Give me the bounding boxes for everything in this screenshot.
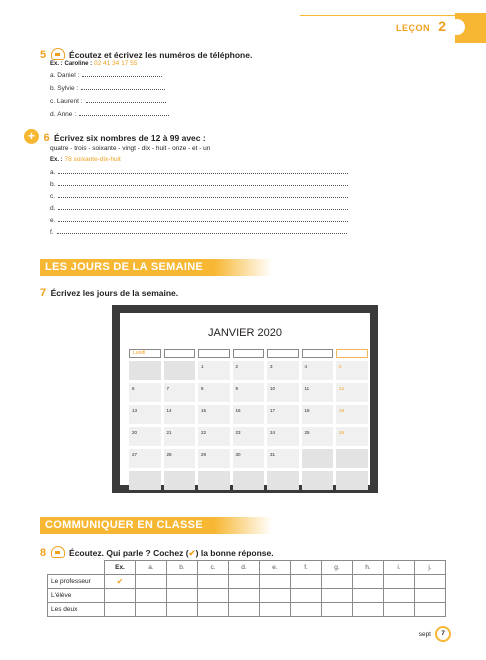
header-tab (455, 13, 486, 43)
page-label: sept (418, 631, 431, 638)
ex5-item: d. Anne : (50, 110, 169, 118)
calendar-day-cell: 30 (233, 449, 265, 468)
table-row (48, 575, 446, 589)
calendar-day-cell (302, 471, 334, 490)
table-row (48, 603, 446, 617)
answer-cell[interactable] (291, 589, 322, 603)
calendar (112, 305, 378, 493)
calendar-day-cell: 27 (129, 449, 161, 468)
answer-cell[interactable] (198, 575, 229, 589)
ex8-heading (40, 543, 274, 561)
day-header-field[interactable]: Lundi (129, 349, 161, 358)
answer-cell[interactable] (322, 603, 353, 617)
answer-cell[interactable] (322, 575, 353, 589)
answer-cell[interactable] (415, 575, 446, 589)
answer-line[interactable] (57, 228, 347, 234)
section-banner-class: COMMUNIQUER EN CLASSE (40, 517, 272, 534)
answer-cell[interactable] (229, 575, 260, 589)
answer-line[interactable] (58, 204, 348, 210)
day-header-field[interactable] (336, 349, 368, 358)
ex5-number: 5 (40, 49, 47, 61)
ex6-title: Écrivez six nombres de 12 à 99 avec : (54, 133, 206, 143)
answer-line[interactable] (58, 216, 348, 222)
calendar-day-cell: 5 (336, 361, 368, 380)
answer-cell[interactable] (415, 589, 446, 603)
answer-line[interactable] (58, 192, 348, 198)
ex6-line: c. (50, 192, 348, 200)
column-header: g. (322, 561, 353, 575)
answer-line[interactable] (86, 97, 166, 103)
ex6-number: 6 (43, 132, 50, 144)
calendar-day-cell (267, 471, 299, 490)
lesson-number: 2 (438, 18, 446, 34)
table-header-row (48, 561, 446, 575)
ex8-title: Écoutez. Qui parle ? Cochez (✔) la bonne réponse. (69, 548, 274, 558)
calendar-day-cell: 11 (302, 383, 334, 402)
lesson-label: LEÇON (396, 23, 430, 33)
column-header: Ex. (105, 561, 136, 575)
calendar-day-cell (129, 361, 161, 380)
answer-cell[interactable] (322, 589, 353, 603)
ex6-line: f. (50, 228, 347, 236)
answer-cell[interactable] (198, 589, 229, 603)
row-label: Le professeur (48, 575, 105, 589)
calendar-day-cell: 26 (336, 427, 368, 446)
calendar-day-cell: 17 (267, 405, 299, 424)
answer-line[interactable] (79, 110, 169, 116)
ex6-words: quatre - trois - soixante - vingt - dix - huit - onze - et - un (50, 145, 211, 152)
calendar-day-cell (233, 471, 265, 490)
calendar-day-cell: 2 (233, 361, 265, 380)
calendar-day-cell: 1 (198, 361, 230, 380)
calendar-day-cell (336, 449, 368, 468)
column-header: a. (136, 561, 167, 575)
column-header: e. (260, 561, 291, 575)
ex8-number: 8 (40, 547, 47, 559)
calendar-day-cell (336, 471, 368, 490)
calendar-day-cell: 23 (233, 427, 265, 446)
answer-cell[interactable] (415, 603, 446, 617)
answer-cell[interactable] (260, 603, 291, 617)
calendar-day-cell (129, 471, 161, 490)
answer-line[interactable] (58, 168, 348, 174)
calendar-day-cell: 13 (129, 405, 161, 424)
calendar-day-cell: 15 (198, 405, 230, 424)
answer-cell[interactable] (353, 575, 384, 589)
column-header: i. (384, 561, 415, 575)
calendar-day-cell: 31 (267, 449, 299, 468)
ex5-item: b. Sylvie : (50, 84, 165, 92)
ex7-heading (40, 283, 178, 301)
table-row (48, 589, 446, 603)
audio-icon[interactable] (51, 546, 65, 558)
answer-line[interactable] (58, 180, 348, 186)
answer-cell[interactable] (105, 603, 136, 617)
answer-cell[interactable] (384, 589, 415, 603)
ex7-title: Écrivez les jours de la semaine. (50, 288, 179, 298)
answer-table (47, 560, 446, 617)
answer-cell[interactable] (136, 575, 167, 589)
calendar-sheet (120, 313, 370, 485)
ex5-example-answer: 02 41 34 17 55 (93, 60, 138, 67)
column-header: j. (415, 561, 446, 575)
calendar-day-cell: 25 (302, 427, 334, 446)
calendar-day-cell: 19 (336, 405, 368, 424)
answer-cell[interactable] (105, 589, 136, 603)
calendar-day-cell (302, 449, 334, 468)
answer-cell[interactable] (384, 603, 415, 617)
ex5-item: c. Laurent : (50, 97, 166, 105)
answer-cell[interactable] (353, 589, 384, 603)
page-number: 7 (435, 626, 451, 642)
column-header: h. (353, 561, 384, 575)
answer-cell[interactable] (167, 575, 198, 589)
answer-cell[interactable] (291, 603, 322, 617)
answer-cell[interactable] (260, 589, 291, 603)
calendar-day-cell: 22 (198, 427, 230, 446)
answer-cell[interactable] (384, 575, 415, 589)
calendar-day-cell (164, 361, 196, 380)
column-header: c. (198, 561, 229, 575)
answer-cell[interactable] (167, 603, 198, 617)
day-header-field[interactable] (233, 349, 265, 358)
answer-cell[interactable] (105, 575, 136, 589)
calendar-day-cell (164, 471, 196, 490)
ex6-heading (24, 128, 206, 146)
row-label: Les deux (48, 603, 105, 617)
calendar-day-cell: 4 (302, 361, 334, 380)
ex5-example: Ex. : Caroline : 02 41 34 17 55 (50, 60, 138, 67)
calendar-day-cell: 16 (233, 405, 265, 424)
ex6-line: a. (50, 168, 348, 176)
calendar-day-headers (129, 349, 368, 358)
answer-cell[interactable] (198, 603, 229, 617)
calendar-day-cell: 3 (267, 361, 299, 380)
ex5-title: Écoutez et écrivez les numéros de téléphone. (69, 50, 253, 60)
calendar-day-cell: 8 (198, 383, 230, 402)
calendar-day-cell: 12 (336, 383, 368, 402)
audio-icon[interactable] (51, 48, 65, 60)
calendar-grid (129, 361, 368, 490)
calendar-day-cell: 7 (164, 383, 196, 402)
column-header: b. (167, 561, 198, 575)
calendar-day-cell: 9 (233, 383, 265, 402)
section-banner-days: LES JOURS DE LA SEMAINE (40, 259, 272, 276)
calendar-day-cell: 10 (267, 383, 299, 402)
calendar-day-cell: 21 (164, 427, 196, 446)
answer-cell[interactable] (167, 589, 198, 603)
ex5-item: a. Daniel : (50, 71, 162, 79)
table-corner (48, 561, 105, 575)
row-label: L'élève (48, 589, 105, 603)
calendar-title: JANVIER 2020 (208, 327, 282, 339)
calendar-day-cell: 29 (198, 449, 230, 468)
ex6-example-answer: 78 soixante-dix-huit (64, 156, 121, 163)
answer-line[interactable] (82, 71, 162, 77)
ex6-example: Ex. : 78 soixante-dix-huit (50, 156, 121, 163)
column-header: f. (291, 561, 322, 575)
ex7-number: 7 (40, 287, 47, 299)
answer-cell[interactable] (229, 603, 260, 617)
answer-cell[interactable] (136, 603, 167, 617)
answer-cell[interactable] (353, 603, 384, 617)
ex6-line: b. (50, 180, 348, 188)
answer-cell[interactable] (260, 575, 291, 589)
column-header: d. (229, 561, 260, 575)
day-header-field[interactable] (198, 349, 230, 358)
check-mark-icon: ✔ (116, 577, 124, 586)
calendar-day-cell: 18 (302, 405, 334, 424)
day-header-field[interactable] (302, 349, 334, 358)
answer-cell[interactable] (229, 589, 260, 603)
calendar-day-cell: 6 (129, 383, 161, 402)
calendar-day-cell: 20 (129, 427, 161, 446)
answer-cell[interactable] (136, 589, 167, 603)
calendar-day-cell: 14 (164, 405, 196, 424)
answer-cell[interactable] (291, 575, 322, 589)
plus-badge: + (24, 129, 39, 144)
ex6-line: d. (50, 204, 348, 212)
day-header-field[interactable] (164, 349, 196, 358)
day-header-field[interactable] (267, 349, 299, 358)
answer-line[interactable] (81, 84, 165, 90)
calendar-day-cell (198, 471, 230, 490)
ex6-line: e. (50, 216, 348, 224)
calendar-day-cell: 24 (267, 427, 299, 446)
calendar-day-cell: 28 (164, 449, 196, 468)
